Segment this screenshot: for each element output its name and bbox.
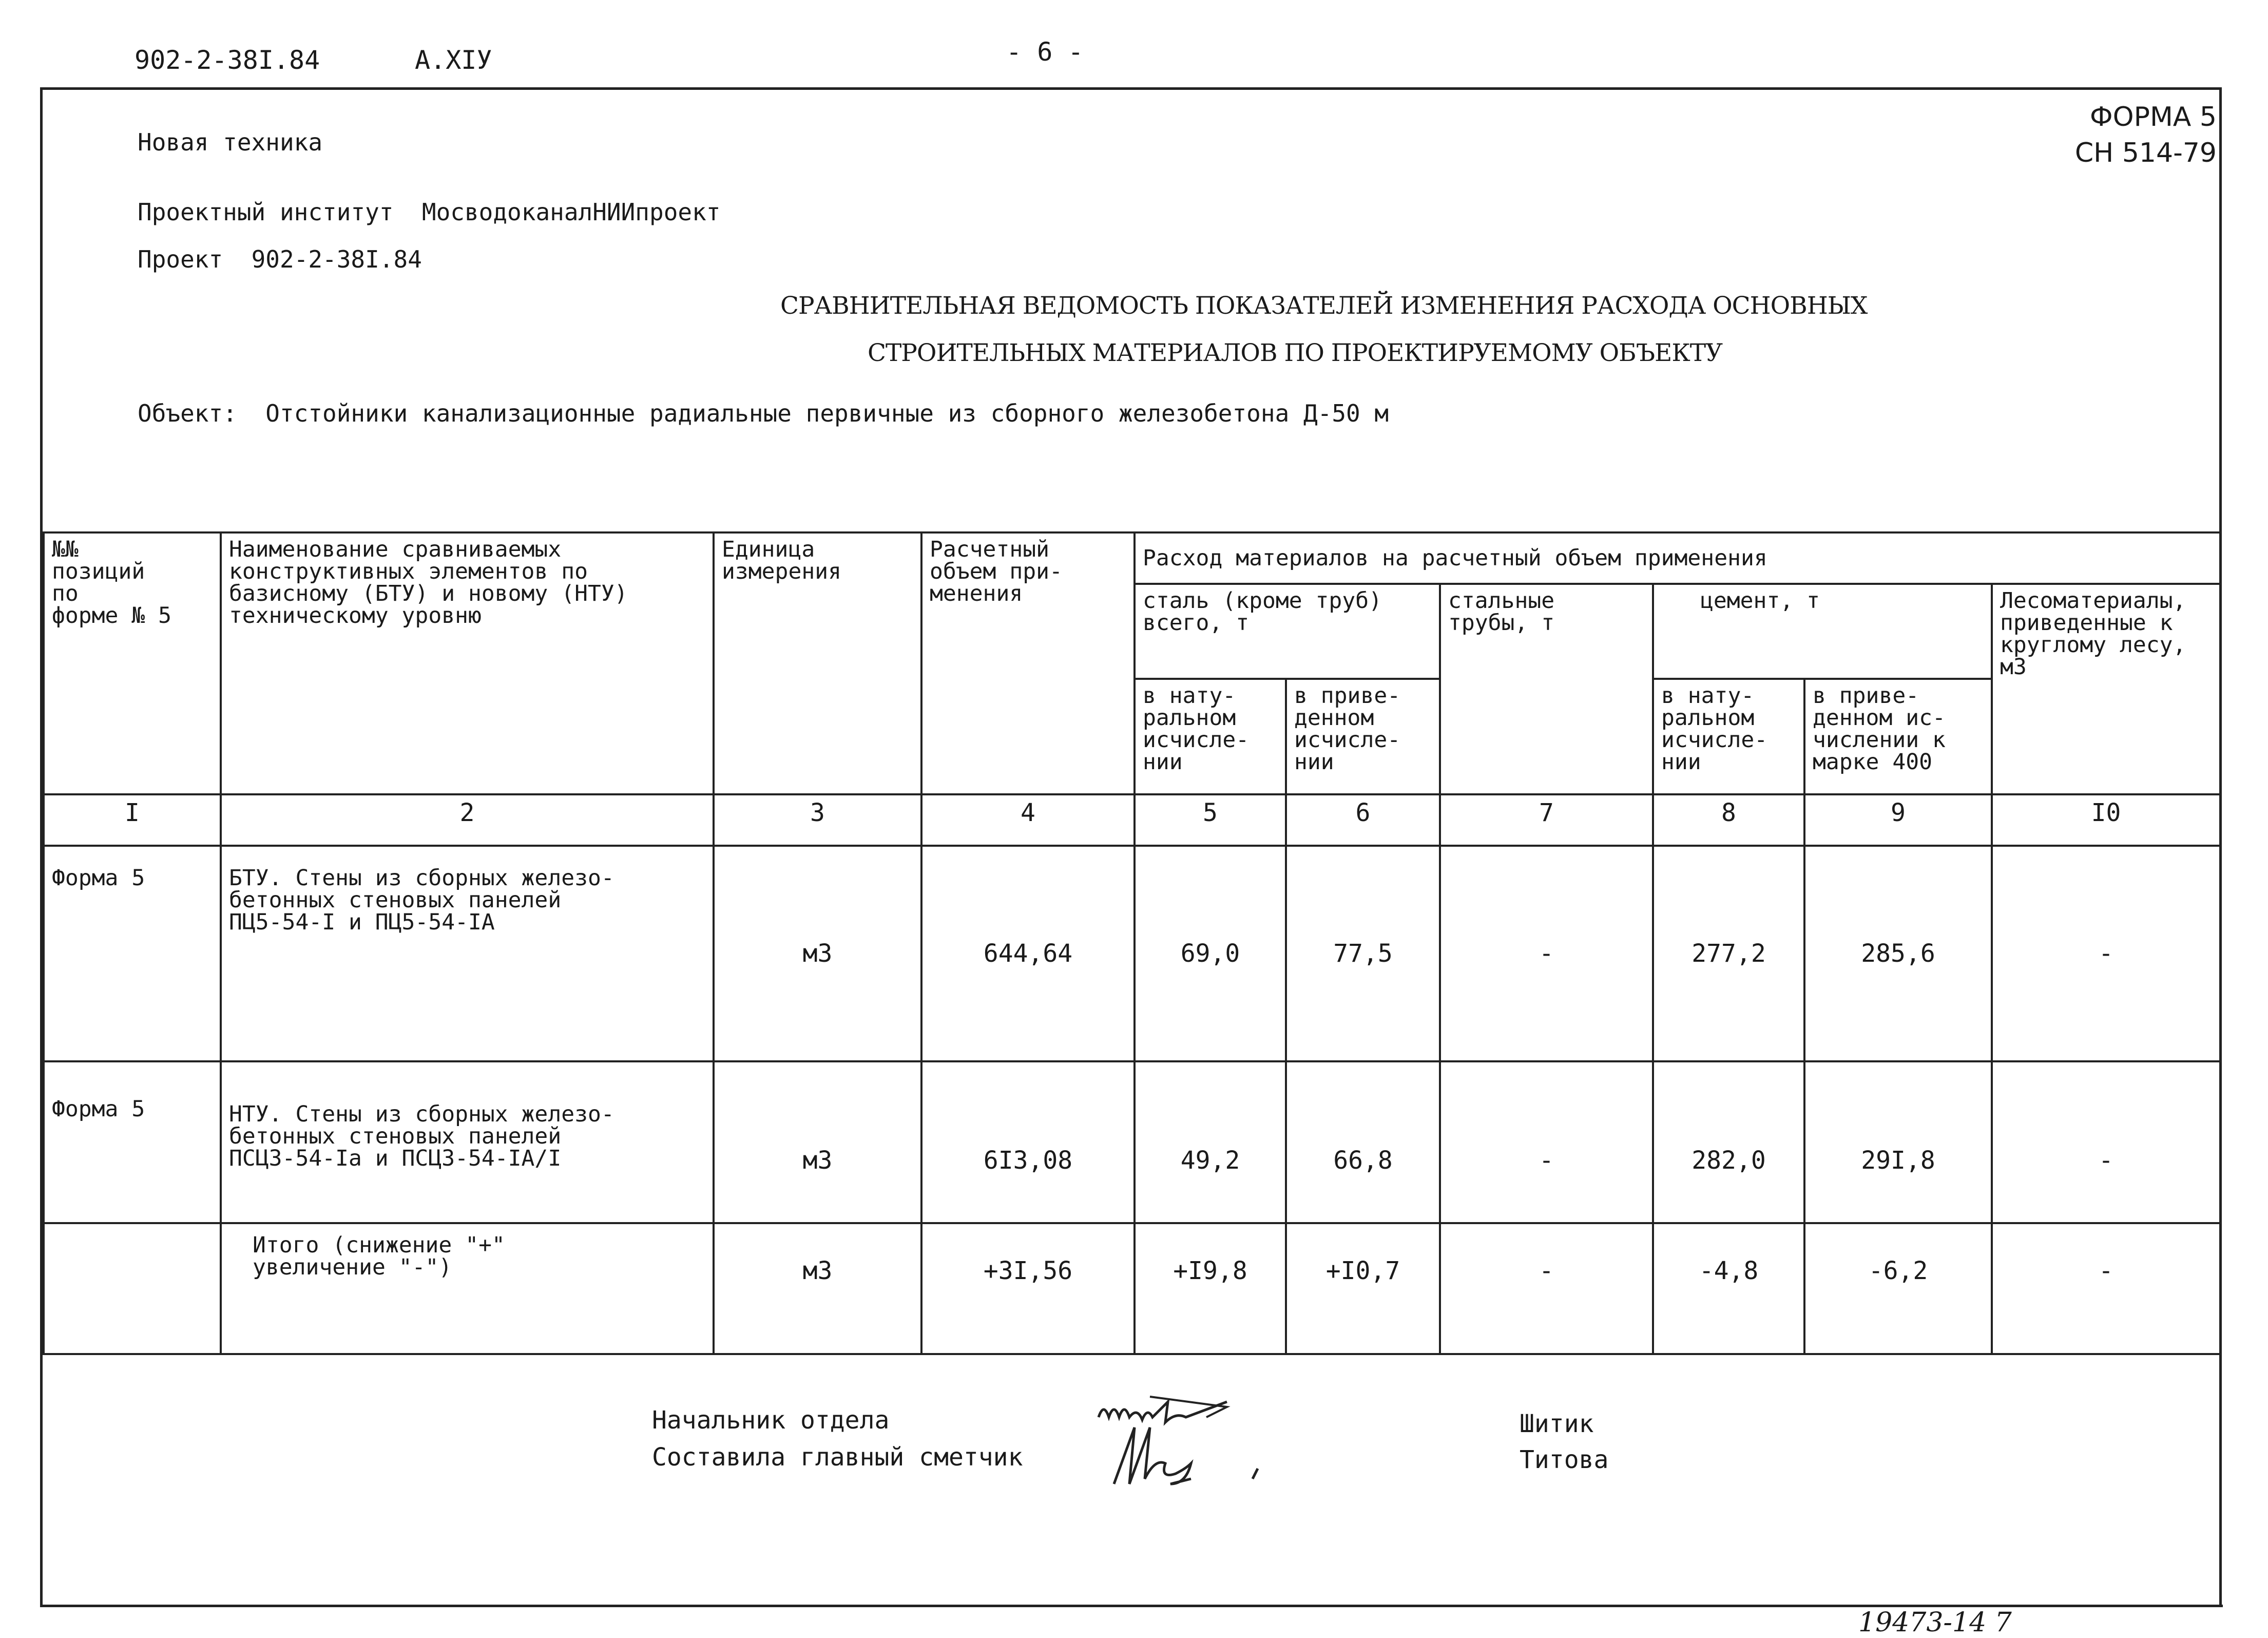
table-row <box>44 1061 2220 1223</box>
header-timber: Лесоматериалы, приведенные к круглому лесу, м3 <box>1992 584 2220 794</box>
row-position: Форма 5 <box>44 846 221 1061</box>
institute-line <box>138 198 720 226</box>
archive-stamp: 19473-14 7 <box>1858 1607 2012 1638</box>
row-cement-reduced: -6,2 <box>1804 1223 1992 1354</box>
row-cement-reduced: 29I,8 <box>1804 1061 1992 1223</box>
row-steel-reduced: 77,5 <box>1286 846 1440 1061</box>
album-number: A.XIУ <box>415 45 492 75</box>
row-steel-natural: 49,2 <box>1135 1061 1286 1223</box>
row-timber: - <box>1992 1061 2220 1223</box>
page-number: - 6 - <box>1006 37 1084 67</box>
col-number: 8 <box>1653 794 1804 846</box>
row-cement-natural: -4,8 <box>1653 1223 1804 1354</box>
signature-role-head: Начальник отдела <box>652 1406 890 1435</box>
header-position: №№ позиций по форме № 5 <box>44 532 221 794</box>
col-number: 5 <box>1135 794 1286 846</box>
object-label: Объект: <box>138 399 237 427</box>
handwritten-signature-icon <box>1088 1381 1283 1499</box>
col-number: 4 <box>921 794 1135 846</box>
row-volume: 6I3,08 <box>921 1061 1135 1223</box>
column-numbers-row <box>44 794 2220 846</box>
row-unit: м3 <box>714 1061 921 1223</box>
header-cement-reduced: в приве- денном ис- числении к марке 400 <box>1804 679 1992 794</box>
header-volume: Расчетный объем при- менения <box>921 532 1135 794</box>
header-pipes: стальные трубы, т <box>1440 584 1653 794</box>
project-code: 902-2-38I.84 <box>251 245 422 273</box>
institute-label: Проектный институт <box>138 198 394 226</box>
header-steel-natural: в нату- ральном исчисле- нии <box>1135 679 1286 794</box>
row-unit: м3 <box>714 1223 921 1354</box>
col-number: 9 <box>1804 794 1992 846</box>
object-text: Отстойники канализационные радиальные первичные из сборного железобетона Д-50 м <box>265 399 1389 427</box>
col-number: 2 <box>221 794 714 846</box>
row-unit: м3 <box>714 846 921 1061</box>
row-volume: +3I,56 <box>921 1223 1135 1354</box>
header-materials-group: Расход материалов на расчетный объем применения <box>1135 532 2220 584</box>
title-line-1: СРАВНИТЕЛЬНАЯ ВЕДОМОСТЬ ПОКАЗАТЕЛЕЙ ИЗМЕНЕНИЯ РАСХОДА ОСНОВНЫХ <box>780 292 1868 320</box>
signature-name-titova: Титова <box>1520 1445 1609 1474</box>
table-row <box>44 846 2220 1061</box>
col-number: I <box>44 794 221 846</box>
header-cement: цемент, т <box>1653 584 1992 679</box>
row-volume: 644,64 <box>921 846 1135 1061</box>
doc-code: 902-2-38I.84 <box>134 45 320 75</box>
sn-code: СН 514-79 <box>2074 138 2217 168</box>
object-line <box>138 399 1389 427</box>
row-position <box>44 1223 221 1354</box>
row-steel-natural: +I9,8 <box>1135 1223 1286 1354</box>
row-position: Форма 5 <box>44 1061 221 1223</box>
comparison-table <box>43 531 2221 1355</box>
signature-role-estimator: Составила главный сметчик <box>652 1443 1023 1472</box>
row-pipes: - <box>1440 846 1653 1061</box>
header-name: Наименование сравниваемых конструктивных элементов по базисному (БТУ) и новому (НТУ) техническому уровню <box>221 532 714 794</box>
header-cement-natural: в нату- ральном исчисле- нии <box>1653 679 1804 794</box>
row-name: БТУ. Стены из сборных железо- бетонных стеновых панелей ПЦ5-54-I и ПЦ5-54-IA <box>221 846 714 1061</box>
header-unit: Единица измерения <box>714 532 921 794</box>
project-label: Проект <box>138 245 223 273</box>
row-cement-natural: 277,2 <box>1653 846 1804 1061</box>
col-number: 7 <box>1440 794 1653 846</box>
row-timber: - <box>1992 1223 2220 1354</box>
row-steel-natural: 69,0 <box>1135 846 1286 1061</box>
col-number: 6 <box>1286 794 1440 846</box>
row-cement-reduced: 285,6 <box>1804 846 1992 1061</box>
col-number: 3 <box>714 794 921 846</box>
signature-name-shitik: Шитик <box>1520 1410 1594 1438</box>
forma-label: ФОРМА 5 <box>2089 102 2217 132</box>
row-steel-reduced: 66,8 <box>1286 1061 1440 1223</box>
new-technique-label: Новая техника <box>138 128 323 156</box>
col-number: I0 <box>1992 794 2220 846</box>
table-row-total <box>44 1223 2220 1354</box>
institute-name: МосводоканалНИИпроект <box>421 198 721 226</box>
row-steel-reduced: +I0,7 <box>1286 1223 1440 1354</box>
row-pipes: - <box>1440 1223 1653 1354</box>
row-timber: - <box>1992 846 2220 1061</box>
row-name: Итого (снижение "+" увеличение "-") <box>221 1223 714 1354</box>
title-line-2: СТРОИТЕЛЬНЫХ МАТЕРИАЛОВ ПО ПРОЕКТИРУЕМОМУ ОБЪЕКТУ <box>868 339 1723 367</box>
row-pipes: - <box>1440 1061 1653 1223</box>
row-name: НТУ. Стены из сборных железо- бетонных стеновых панелей ПСЦ3-54-Iа и ПСЦ3-54-IA/I <box>221 1061 714 1223</box>
project-line <box>138 245 422 273</box>
header-steel-reduced: в приве- денном исчисле- нии <box>1286 679 1440 794</box>
row-cement-natural: 282,0 <box>1653 1061 1804 1223</box>
header-steel: сталь (кроме труб) всего, т <box>1135 584 1440 679</box>
